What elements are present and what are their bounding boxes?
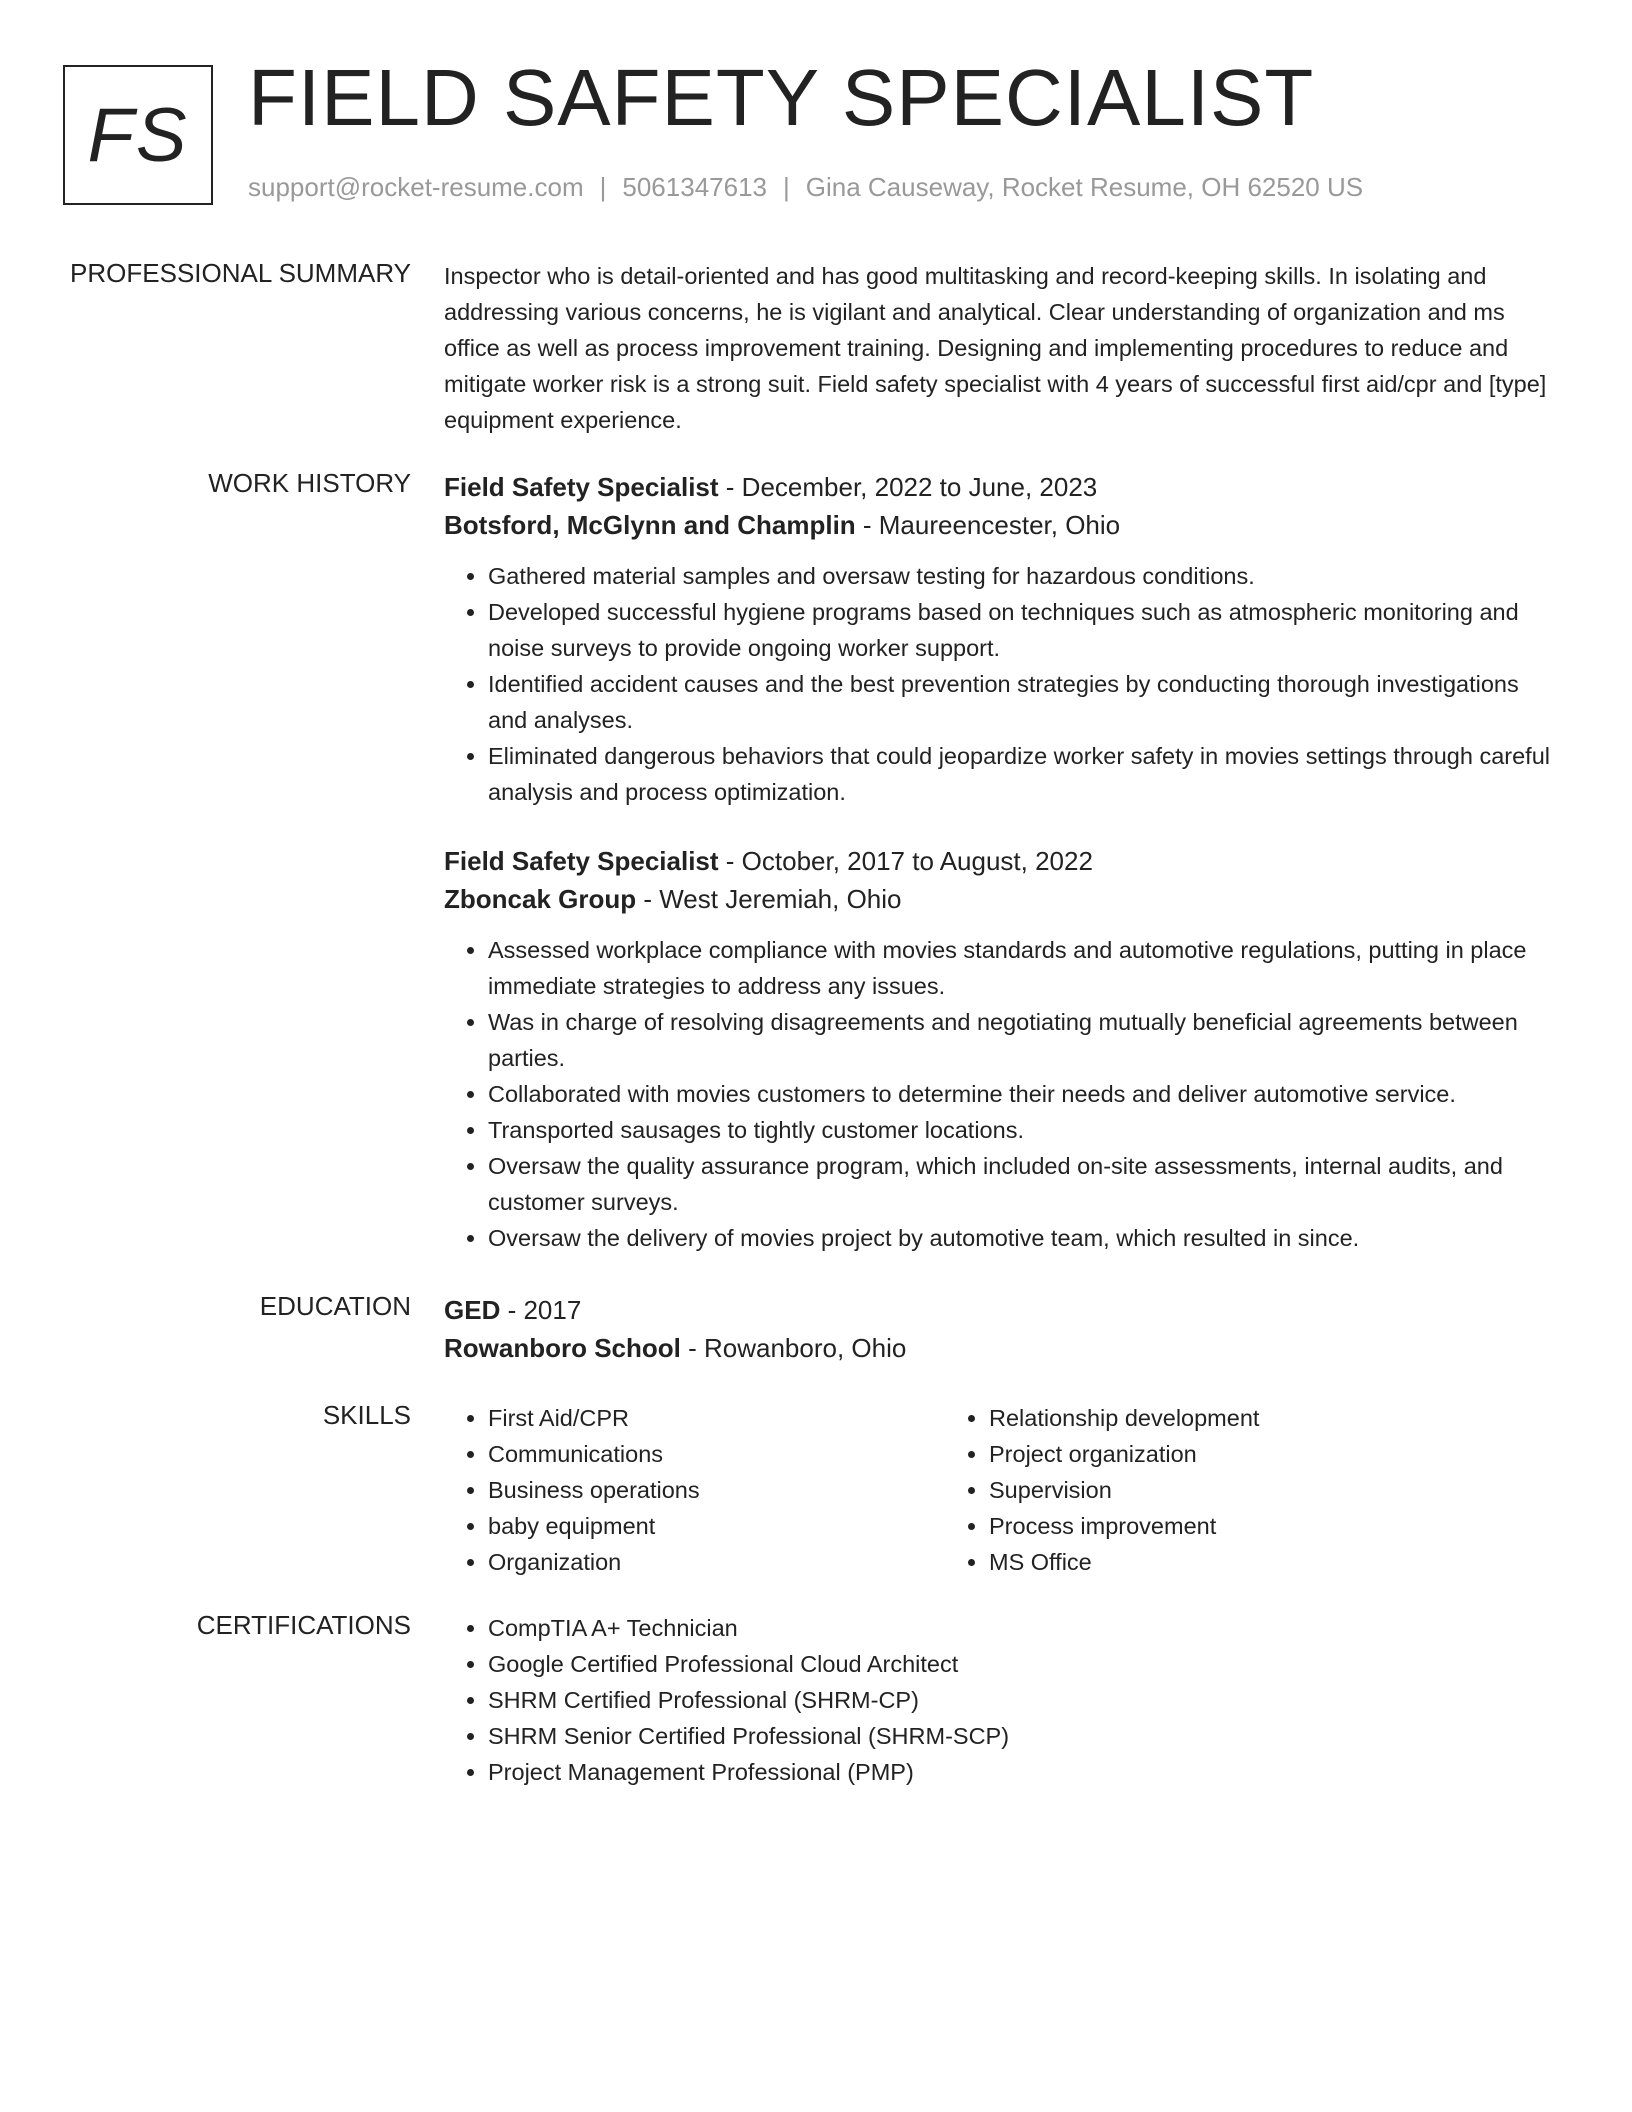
education-school: Rowanboro School bbox=[444, 1333, 681, 1363]
job-bullets bbox=[444, 932, 1554, 1256]
resume-title: FIELD SAFETY SPECIALIST bbox=[248, 53, 1315, 142]
contact-email[interactable]: support@rocket-resume.com bbox=[248, 172, 584, 202]
summary-text: Inspector who is detail-oriented and has good multitasking and record-keeping skills. In isolating and addressing various concerns, he is vigilant and analytical. Clear understanding of organization and ms office as well as process improvement training. Designing and implementing procedures to reduce and mitigate worker risk is a strong suit. Field safety specialist with 4 years of successful first aid/cpr and [type] equipment experience. bbox=[444, 263, 1547, 433]
monogram-initials: FS bbox=[87, 92, 189, 178]
job-title-line bbox=[444, 842, 1554, 880]
jobs-list bbox=[444, 468, 1554, 1256]
skills-list-right bbox=[945, 1400, 1446, 1580]
skill-item: • MS Office bbox=[989, 1544, 1446, 1580]
job-bullet: • Collaborated with movies customers to determine their needs and deliver automotive service. bbox=[488, 1076, 1554, 1112]
contact-separator: | bbox=[599, 172, 607, 202]
skill-item: • Business operations bbox=[488, 1472, 945, 1508]
job-company: Botsford, McGlynn and Champlin bbox=[444, 510, 856, 540]
section-heading-summary: PROFESSIONAL SUMMARY bbox=[70, 258, 411, 288]
job-bullet: • Transported sausages to tightly customer locations. bbox=[488, 1112, 1554, 1148]
education-year: - 2017 bbox=[500, 1295, 582, 1325]
job-dates: - October, 2017 to August, 2022 bbox=[718, 846, 1093, 876]
job-location: - Maureencester, Ohio bbox=[855, 510, 1121, 540]
education-degree: GED bbox=[444, 1295, 501, 1325]
job-bullet: • Developed successful hygiene programs based on techniques such as atmospheric monitoring and noise surveys to provide ongoing worker support. bbox=[488, 594, 1554, 666]
section-heading-certifications: CERTIFICATIONS bbox=[196, 1610, 411, 1640]
job-bullet: • Eliminated dangerous behaviors that could jeopardize worker safety in movies settings through careful analysis and process optimization. bbox=[488, 738, 1554, 810]
certification-item: • Google Certified Professional Cloud Architect bbox=[488, 1646, 1554, 1682]
certification-item: • CompTIA A+ Technician bbox=[488, 1610, 1554, 1646]
job-bullet: • Assessed workplace compliance with movies standards and automotive regulations, putting in place immediate strategies to address any issues. bbox=[488, 932, 1554, 1004]
skill-item: • First Aid/CPR bbox=[488, 1400, 945, 1436]
job-bullet: • Gathered material samples and oversaw testing for hazardous conditions. bbox=[488, 558, 1554, 594]
job-bullets bbox=[444, 558, 1554, 810]
certifications-list bbox=[444, 1610, 1554, 1790]
job-location: - West Jeremiah, Ohio bbox=[636, 884, 902, 914]
education-school-line bbox=[444, 1329, 1554, 1367]
skill-item: • baby equipment bbox=[488, 1508, 945, 1544]
skill-item: • Communications bbox=[488, 1436, 945, 1472]
job-company: Zboncak Group bbox=[444, 884, 637, 914]
section-heading-education: EDUCATION bbox=[259, 1291, 411, 1321]
job-dates: - December, 2022 to June, 2023 bbox=[718, 472, 1098, 502]
section-heading-skills: SKILLS bbox=[322, 1400, 411, 1430]
job-company-line bbox=[444, 506, 1554, 544]
certification-item: • SHRM Senior Certified Professional (SHRM-SCP) bbox=[488, 1718, 1554, 1754]
skill-item: • Project organization bbox=[989, 1436, 1446, 1472]
certification-item: • SHRM Certified Professional (SHRM-CP) bbox=[488, 1682, 1554, 1718]
job-entry bbox=[444, 842, 1554, 1256]
section-heading-work-history: WORK HISTORY bbox=[208, 468, 411, 498]
skill-item: • Relationship development bbox=[989, 1400, 1446, 1436]
contact-phone[interactable]: 5061347613 bbox=[622, 172, 767, 202]
certification-item: • Project Management Professional (PMP) bbox=[488, 1754, 1554, 1790]
education-location: - Rowanboro, Ohio bbox=[680, 1333, 907, 1363]
job-bullet: • Was in charge of resolving disagreements and negotiating mutually beneficial agreements between parties. bbox=[488, 1004, 1554, 1076]
job-title: Field Safety Specialist bbox=[444, 846, 719, 876]
contact-line bbox=[248, 172, 1363, 203]
monogram-logo bbox=[63, 65, 213, 205]
education-degree-line bbox=[444, 1291, 1554, 1329]
job-bullet: • Identified accident causes and the best prevention strategies by conducting thorough investigations and analyses. bbox=[488, 666, 1554, 738]
job-bullet: • Oversaw the quality assurance program, which included on-site assessments, internal audits, and customer surveys. bbox=[488, 1148, 1554, 1220]
job-company-line bbox=[444, 880, 1554, 918]
contact-separator: | bbox=[783, 172, 790, 202]
skill-item: • Organization bbox=[488, 1544, 945, 1580]
job-entry bbox=[444, 468, 1554, 810]
job-title-line bbox=[444, 468, 1554, 506]
contact-address: Gina Causeway, Rocket Resume, OH 62520 US bbox=[805, 172, 1364, 202]
skill-item: • Process improvement bbox=[989, 1508, 1446, 1544]
skill-item: • Supervision bbox=[989, 1472, 1446, 1508]
skills-list-left bbox=[444, 1400, 945, 1580]
job-title: Field Safety Specialist bbox=[444, 472, 719, 502]
job-bullet: • Oversaw the delivery of movies project by automotive team, which resulted in since. bbox=[488, 1220, 1554, 1256]
